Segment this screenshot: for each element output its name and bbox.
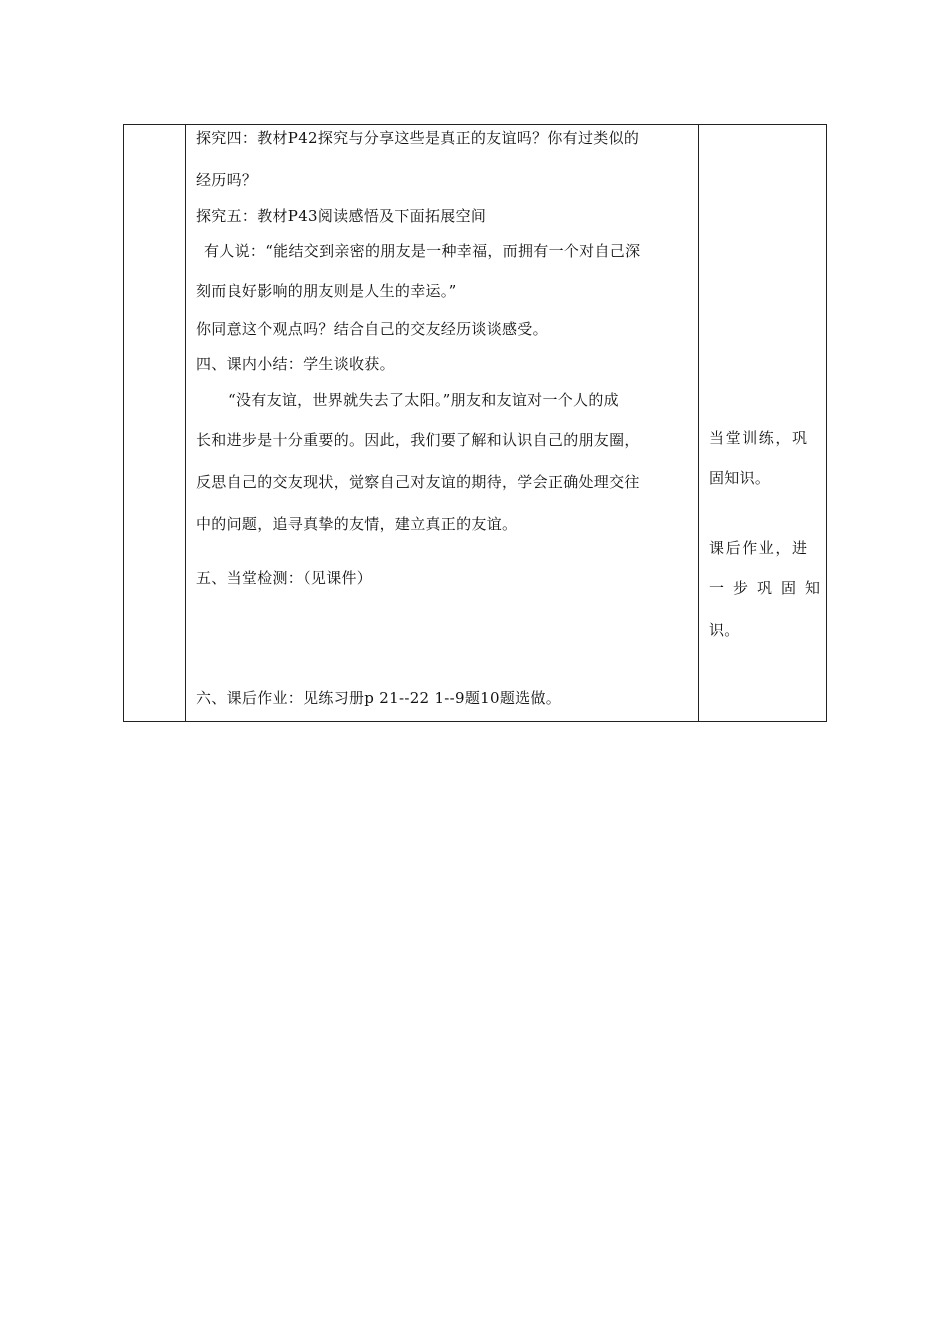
quote-line-1: 有人说：“能结交到亲密的朋友是一种幸福，而拥有一个对自己深	[204, 242, 641, 260]
lesson-table	[123, 124, 830, 722]
side-note-homework-line-1: 课后作业，进	[709, 539, 809, 557]
summary-paragraph-line-2: 长和进步是十分重要的。因此，我们要了解和认识自己的朋友圈，	[196, 431, 640, 449]
column-divider-right	[698, 125, 699, 721]
explore-four-line-1: 探究四：教材P42探究与分享这些是真正的友谊吗？你有过类似的	[196, 129, 640, 147]
homework-heading: 六、课后作业：见练习册p 21--22 1--9题10题选做。	[196, 689, 562, 707]
question-line: 你同意这个观点吗？结合自己的交友经历谈谈感受。	[196, 320, 548, 338]
side-note-practice-line-2: 固知识。	[709, 469, 771, 487]
summary-paragraph-line-1: “没有友谊，世界就失去了太阳。”朋友和友谊对一个人的成	[228, 391, 619, 409]
in-class-test-heading: 五、当堂检测：（见课件）	[196, 569, 373, 587]
side-note-homework-line-2: 一步巩固知	[709, 579, 830, 597]
explore-four-line-2: 经历吗？	[196, 171, 258, 189]
side-note-practice-line-1: 当堂训练，巩	[709, 429, 809, 447]
side-note-homework-line-3: 识。	[709, 621, 740, 639]
summary-heading: 四、课内小结：学生谈收获。	[196, 355, 395, 373]
explore-five-heading: 探究五：教材P43阅读感悟及下面拓展空间	[196, 207, 487, 225]
summary-paragraph-line-3: 反思自己的交友现状，觉察自己对友谊的期待，学会正确处理交往	[196, 473, 640, 491]
quote-line-2: 刻而良好影响的朋友则是人生的幸运。”	[196, 282, 457, 300]
summary-paragraph-line-4: 中的问题，追寻真挚的友情，建立真正的友谊。	[196, 515, 518, 533]
column-divider-left	[185, 125, 186, 721]
